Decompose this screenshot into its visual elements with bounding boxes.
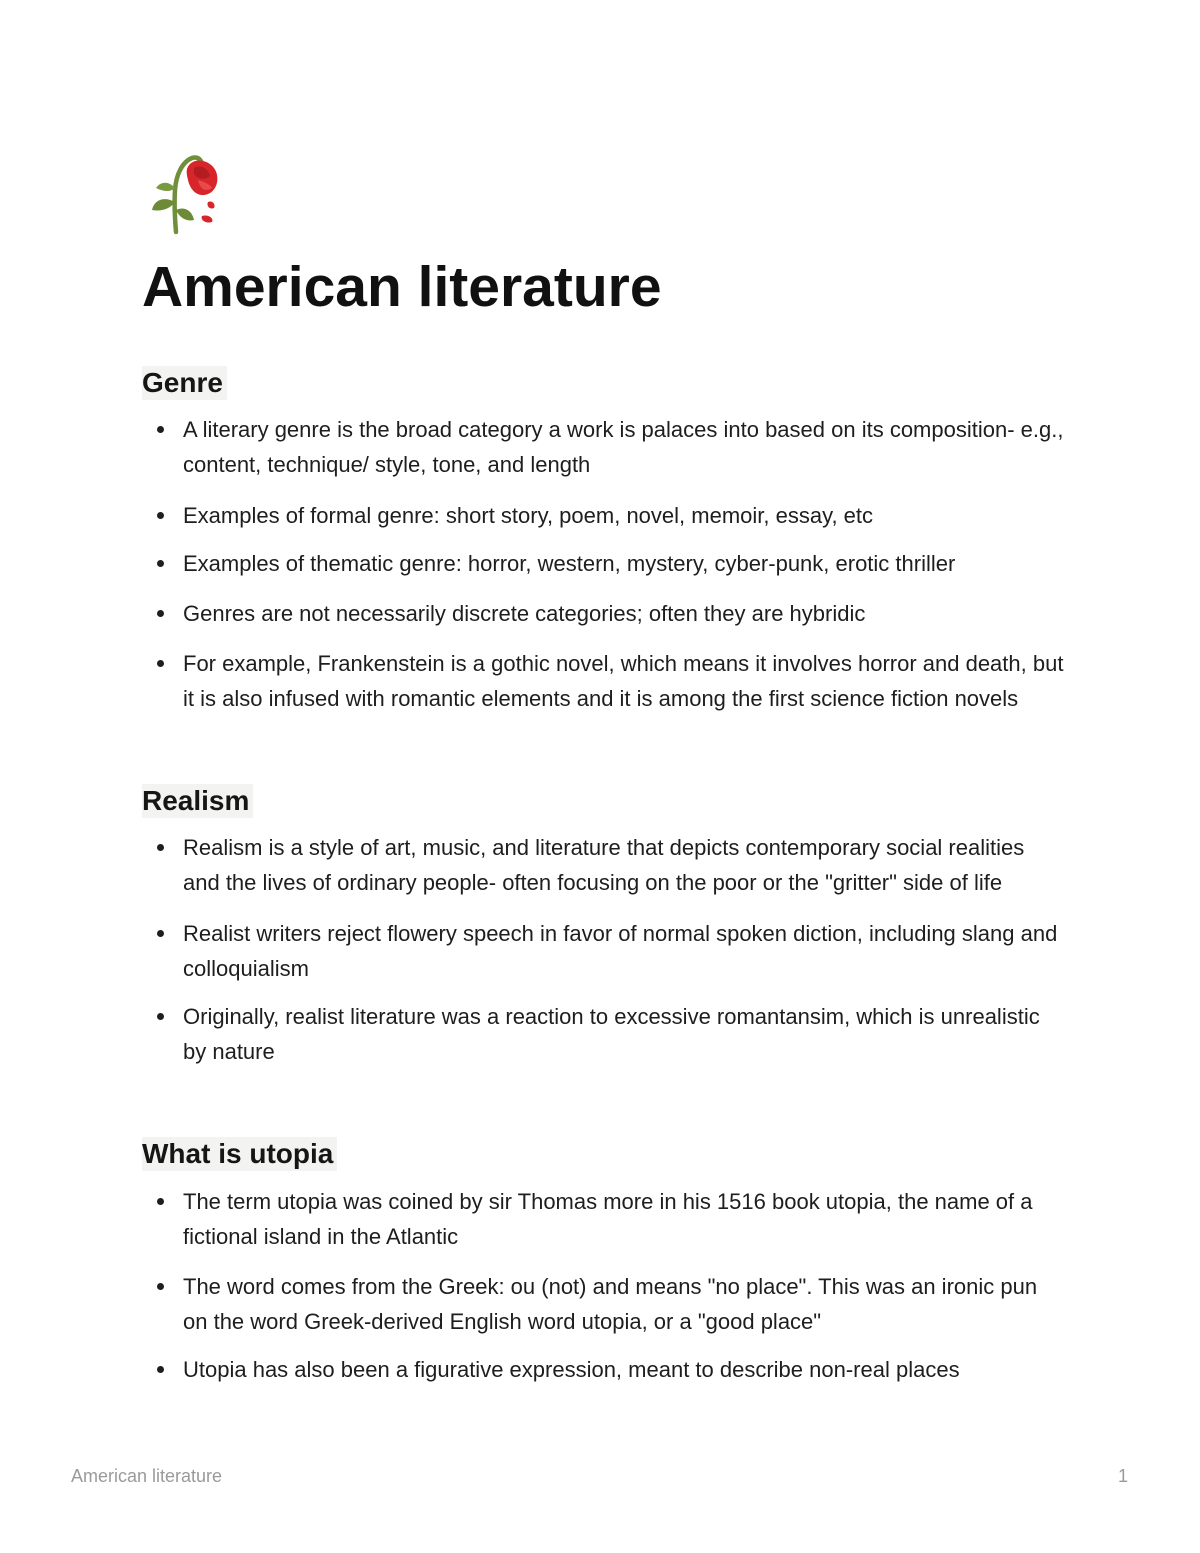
list-item: The word comes from the Greek: ou (not) and means "no place". This was an ironic pun on the word Greek-derived English word utopia, or a "good place" [154, 1269, 1064, 1339]
list-item: Originally, realist literature was a reaction to excessive romantansim, which is unrealistic by nature [154, 999, 1064, 1069]
realism-list [154, 830, 1064, 1069]
list-item: Examples of formal genre: short story, poem, novel, memoir, essay, etc [154, 498, 1064, 533]
list-item: Examples of thematic genre: horror, western, mystery, cyber-punk, erotic thriller [154, 546, 1064, 581]
utopia-list [154, 1184, 1064, 1387]
list-item: The term utopia was coined by sir Thomas more in his 1516 book utopia, the name of a fictional island in the Atlantic [154, 1184, 1064, 1254]
section-heading-utopia: What is utopia [142, 1137, 337, 1171]
list-item: Genres are not necessarily discrete categories; often they are hybridic [154, 596, 1064, 631]
list-item: Realist writers reject flowery speech in favor of normal spoken diction, including slang and colloquialism [154, 916, 1064, 986]
section-heading-realism: Realism [142, 784, 253, 818]
list-item: A literary genre is the broad category a work is palaces into based on its composition- e.g., content, technique/ style, tone, and length [154, 412, 1064, 482]
list-item: Realism is a style of art, music, and literature that depicts contemporary social realities and the lives of ordinary people- often focusing on the poor or the "gritter" side of life [154, 830, 1064, 900]
wilted-rose-icon [146, 150, 226, 236]
footer-title: American literature [71, 1466, 223, 1486]
page-number: 1 [1117, 1466, 1128, 1486]
section-heading-genre: Genre [142, 366, 227, 400]
list-item: For example, Frankenstein is a gothic novel, which means it involves horror and death, but it is also infused with romantic elements and it is among the first science fiction novels [154, 646, 1064, 716]
genre-list [154, 412, 1064, 716]
list-item: Utopia has also been a figurative expression, meant to describe non-real places [154, 1352, 1064, 1387]
page-title: American literature [142, 255, 662, 319]
